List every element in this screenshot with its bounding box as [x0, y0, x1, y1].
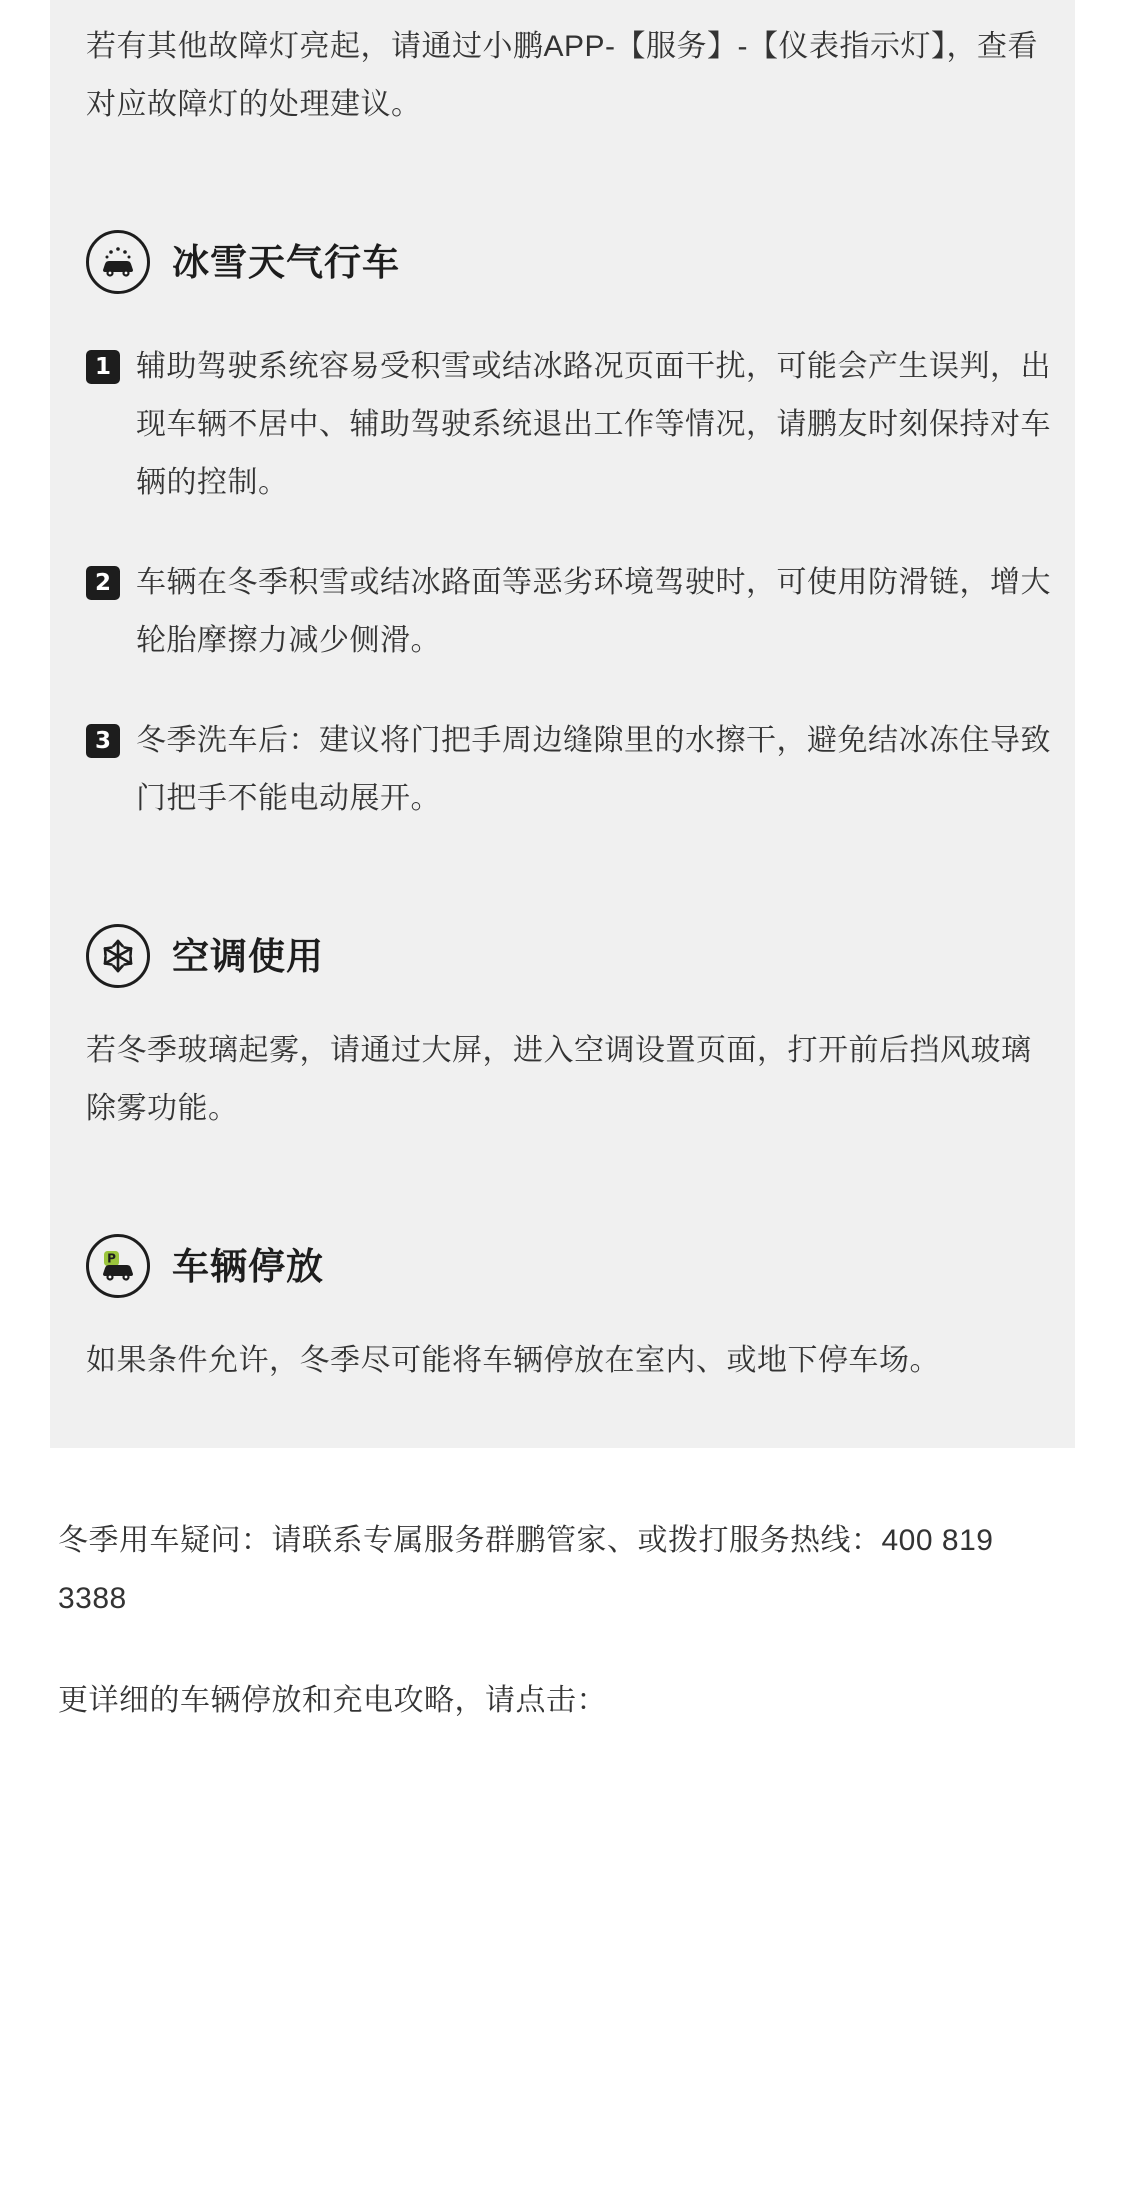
- footer-link-line: 更详细的车辆停放和充电攻略，请点击：: [58, 1684, 607, 1717]
- section-title: 车辆停放: [172, 1245, 324, 1287]
- section-heading-ac-usage: [50, 924, 1075, 988]
- section-body-ac-usage: 若冬季玻璃起雾，请通过大屏，进入空调设置页面，打开前后挡风玻璃除雾功能。: [86, 1034, 1032, 1125]
- list-item-text: 冬季洗车后：建议将门把手周边缝隙里的水擦干，避免结冰冻住导致门把手不能电动展开。: [136, 724, 1051, 815]
- list-item-text: 车辆在冬季积雪或结冰路面等恶劣环境驾驶时，可使用防滑链，增大轮胎摩擦力减少侧滑。: [136, 566, 1051, 657]
- list-item: [86, 712, 1051, 828]
- snow-car-icon: [86, 230, 150, 294]
- snowflake-icon: [86, 924, 150, 988]
- content-card: [50, 0, 1075, 1448]
- list-item-number: 1: [86, 350, 120, 384]
- footer-block: [0, 1448, 1125, 1730]
- section-title: 冰雪天气行车: [172, 241, 400, 283]
- list-item-number: 3: [86, 724, 120, 758]
- section-body-parking: 如果条件允许，冬季尽可能将车辆停放在室内、或地下停车场。: [86, 1344, 940, 1377]
- footer-spacer: [58, 1628, 1067, 1672]
- list-item: [86, 338, 1051, 512]
- intro-paragraph: 若有其他故障灯亮起，请通过小鹏APP-【服务】-【仪表指示灯】，查看对应故障灯的处理建议。: [86, 30, 1039, 121]
- section-heading-snow-driving: [50, 230, 1075, 294]
- list-item-text: 辅助驾驶系统容易受积雪或结冰路况页面干扰，可能会产生误判，出现车辆不居中、辅助驾驶系统退出工作等情况，请鹏友时刻保持对车辆的控制。: [136, 350, 1051, 499]
- svg-text:P: P: [107, 1251, 116, 1266]
- list-item: [86, 554, 1051, 670]
- section-title: 空调使用: [172, 935, 324, 977]
- parking-car-icon: [86, 1234, 150, 1298]
- list-item-number: 2: [86, 566, 120, 600]
- section-heading-parking: [50, 1234, 1075, 1298]
- footer-contact-line: 冬季用车疑问：请联系专属服务群鹏管家、或拨打服务热线：400 819 3388: [58, 1524, 994, 1615]
- numbered-list-snow-driving: [50, 338, 1075, 828]
